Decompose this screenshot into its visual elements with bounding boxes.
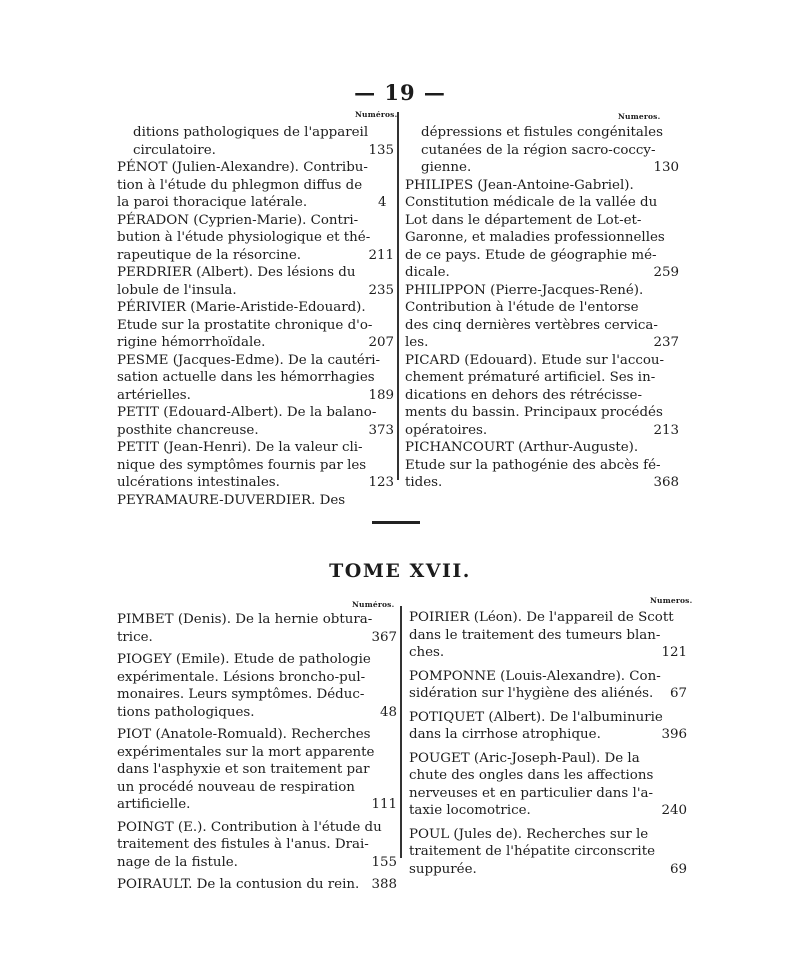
entry-line: Etude sur la pathogénie des abcès fé- bbox=[405, 457, 661, 473]
entry-line: dans le traitement des tumeurs blan- bbox=[409, 627, 661, 643]
index-entry bbox=[405, 282, 679, 352]
entry-line: expérimentale. Lésions broncho-pul- bbox=[117, 669, 366, 685]
entry-line: artérielles. bbox=[117, 387, 191, 403]
entry-number: 388 bbox=[371, 877, 397, 892]
entry-number: 373 bbox=[368, 422, 394, 438]
entry-line: monaires. Leurs symptômes. Déduc- bbox=[117, 687, 365, 702]
entry-number: 135 bbox=[368, 142, 394, 158]
index-entry bbox=[405, 124, 679, 177]
entry-line: nique des symptômes fournis par les bbox=[117, 457, 367, 473]
entry-line: dans l'asphyxie et son traitement par bbox=[117, 762, 370, 777]
entry-line: Etude sur la prostatite chronique d'o- bbox=[117, 317, 373, 333]
entry-line: de ce pays. Etude de géographie mé- bbox=[405, 247, 657, 263]
index-entry bbox=[117, 876, 397, 894]
entry-line: Lot dans le département de Lot-et- bbox=[405, 212, 642, 228]
column-header-top-left: Numéros. bbox=[355, 110, 398, 119]
entry-line: POTIQUET (Albert). De l'albuminurie bbox=[409, 709, 663, 725]
index-entry bbox=[409, 668, 687, 703]
entry-line: PERDRIER (Albert). Des lésions du bbox=[117, 265, 356, 280]
entry-number: 368 bbox=[653, 475, 679, 490]
index-entry bbox=[117, 726, 397, 814]
entry-line: les. bbox=[405, 335, 429, 350]
column-header-bottom-left: Numéros. bbox=[352, 600, 395, 609]
entry-line: rigine hémorrhoïdale. bbox=[117, 335, 266, 350]
index-entry bbox=[117, 819, 397, 872]
entry-line: opératoires. bbox=[405, 422, 488, 438]
entry-line: PETIT (Edouard-Albert). De la balano- bbox=[117, 405, 377, 420]
entry-line: PESME (Jacques-Edme). De la cautéri- bbox=[117, 352, 381, 368]
entry-line: POIRAULT. De la contusion du rein. bbox=[117, 877, 360, 892]
entry-line: un procédé nouveau de respiration bbox=[117, 779, 355, 795]
entry-line: PÉRADON (Cyprien-Marie). Contri- bbox=[117, 212, 359, 228]
column-header-top-right: Numeros. bbox=[618, 112, 661, 121]
index-column-bottom-left bbox=[117, 611, 397, 894]
entry-line: ulcérations intestinales. bbox=[117, 475, 280, 490]
entry-line: tion à l'étude du phlegmon diffus de bbox=[117, 177, 363, 193]
entry-line: PICARD (Edouard). Etude sur l'accou- bbox=[405, 352, 665, 368]
entry-line: suppurée. bbox=[409, 861, 477, 877]
column-header-bottom-right: Numeros. bbox=[650, 596, 693, 605]
entry-line: tides. bbox=[405, 475, 443, 490]
index-entry bbox=[117, 439, 394, 492]
index-entry bbox=[409, 709, 687, 744]
entry-line: dicale. bbox=[405, 265, 450, 280]
entry-line: dications en dehors des rétrécisse- bbox=[405, 387, 642, 403]
entry-line: POIRIER (Léon). De l'appareil de Scott bbox=[409, 610, 674, 625]
entry-line: traitement des fistules à l'anus. Drai- bbox=[117, 837, 369, 852]
index-entry bbox=[117, 651, 397, 721]
index-column-bottom-right bbox=[409, 609, 687, 878]
entry-line: tions pathologiques. bbox=[117, 704, 255, 720]
entry-line: trice. bbox=[117, 629, 153, 645]
entry-line: PÉNOT (Julien-Alexandre). Contribu- bbox=[117, 160, 368, 175]
entry-line: Garonne, et maladies professionnelles bbox=[405, 230, 665, 245]
entry-line: PIMBET (Denis). De la hernie obtura- bbox=[117, 612, 373, 627]
entry-line: posthite chancreuse. bbox=[117, 422, 259, 438]
entry-number: 367 bbox=[371, 629, 397, 645]
index-entry bbox=[409, 609, 687, 662]
index-entry bbox=[117, 611, 397, 646]
entry-line: la paroi thoracique latérale. bbox=[117, 195, 308, 210]
entry-line: PIOGEY (Emile). Etude de pathologie bbox=[117, 652, 371, 667]
entry-line: sidération sur l'hygiène des aliénés. bbox=[409, 686, 654, 701]
entry-number: 207 bbox=[368, 335, 394, 350]
index-entry bbox=[117, 264, 394, 299]
index-column-top-left bbox=[117, 124, 394, 509]
entry-line: PICHANCOURT (Arthur-Auguste). bbox=[405, 440, 639, 455]
entry-line: Contribution à l'étude de l'entorse bbox=[405, 300, 639, 315]
entry-line: ches. bbox=[409, 645, 445, 660]
index-entry bbox=[117, 212, 394, 265]
index-entry bbox=[409, 826, 687, 879]
entry-number: 213 bbox=[653, 422, 679, 438]
index-entry: PÉNOT (Julien-Alexandre). Contribu- tion à l'étude du phlegmon diffus de la paroi thoracique latérale. 4 bbox=[117, 159, 394, 212]
entry-line: des cinq dernières vertèbres cervica- bbox=[405, 317, 658, 333]
entry-line: PÉRIVIER (Marie-Aristide-Edouard). bbox=[117, 300, 366, 315]
entry-line: POMPONNE (Louis-Alexandre). Con- bbox=[409, 668, 661, 684]
entry-line: rapeutique de la résorcine. bbox=[117, 247, 302, 263]
index-entry bbox=[409, 750, 687, 820]
entry-line: chement prématuré artificiel. Ses in- bbox=[405, 370, 656, 385]
entry-line: taxie locomotrice. bbox=[409, 803, 531, 818]
entry-line: artificielle. bbox=[117, 797, 191, 812]
entry-number: 130 bbox=[653, 160, 679, 175]
entry-number: 259 bbox=[653, 265, 679, 280]
entry-line: dans la cirrhose atrophique. bbox=[409, 727, 601, 742]
entry-number: 121 bbox=[661, 645, 687, 660]
section-rule bbox=[372, 521, 420, 524]
entry-line: ments du bassin. Principaux procédés bbox=[405, 405, 663, 420]
entry-line: dépressions et fistules congénitales bbox=[421, 125, 663, 140]
entry-line: cutanées de la région sacro-coccy- bbox=[421, 142, 656, 158]
entry-line: PIOT (Anatole-Romuald). Recherches bbox=[117, 727, 371, 742]
index-entry bbox=[117, 404, 394, 439]
entry-line: POUL (Jules de). Recherches sur le bbox=[409, 826, 649, 842]
entry-number: 48 bbox=[379, 704, 397, 720]
entry-line: traitement de l'hépatite circonscrite bbox=[409, 844, 656, 859]
entry-line: POUGET (Aric-Joseph-Paul). De la bbox=[409, 750, 640, 766]
entry-line: Constitution médicale de la vallée du bbox=[405, 195, 658, 210]
entry-line: chute des ongles dans les affections bbox=[409, 768, 654, 783]
entry-line: expérimentales sur la mort apparente bbox=[117, 744, 375, 760]
index-entry bbox=[117, 299, 394, 352]
entry-number: 111 bbox=[371, 797, 397, 812]
entry-line: ditions pathologiques de l'appareil bbox=[133, 125, 369, 140]
page-number: — 19 — bbox=[354, 80, 446, 105]
column-divider-top bbox=[397, 112, 399, 480]
entry-number: 237 bbox=[653, 335, 679, 350]
entry-line: bution à l'étude physiologique et thé- bbox=[117, 230, 371, 245]
index-entry bbox=[405, 439, 679, 492]
index-entry bbox=[405, 352, 679, 440]
section-title: TOME XVII. bbox=[329, 560, 471, 582]
entry-line: lobule de l'insula. bbox=[117, 282, 237, 298]
entry-number: 235 bbox=[368, 282, 394, 298]
entry-line: PHILIPES (Jean-Antoine-Gabriel). bbox=[405, 177, 634, 193]
index-column-top-right bbox=[405, 124, 679, 492]
index-entry bbox=[405, 177, 679, 282]
entry-number: 396 bbox=[661, 727, 687, 742]
index-entry bbox=[117, 492, 394, 510]
entry-number: 240 bbox=[661, 803, 687, 818]
entry-line: PETIT (Jean-Henri). De la valeur cli- bbox=[117, 440, 363, 455]
entry-line: nerveuses et en particulier dans l'a- bbox=[409, 785, 654, 801]
entry-line: sation actuelle dans les hémorrhagies bbox=[117, 370, 375, 385]
entry-line: gienne. bbox=[421, 160, 472, 175]
entry-line: PHILIPPON (Pierre-Jacques-René). bbox=[405, 282, 644, 298]
index-entry bbox=[117, 124, 394, 159]
entry-line: circulatoire. bbox=[133, 142, 216, 158]
column-divider-bottom bbox=[400, 606, 402, 858]
entry-line: nage de la fistule. bbox=[117, 854, 238, 870]
entry-line: POINGT (E.). Contribution à l'étude du bbox=[117, 819, 382, 835]
entry-number: 211 bbox=[368, 247, 394, 263]
entry-number: 123 bbox=[368, 475, 394, 490]
entry-number: 69 bbox=[669, 861, 687, 877]
entry-number: 189 bbox=[368, 387, 394, 403]
entry-number: 155 bbox=[371, 854, 397, 870]
entry-line: PEYRAMAURE-DUVERDIER. Des bbox=[117, 492, 346, 508]
index-entry bbox=[117, 352, 394, 405]
entry-number: 67 bbox=[669, 686, 687, 701]
